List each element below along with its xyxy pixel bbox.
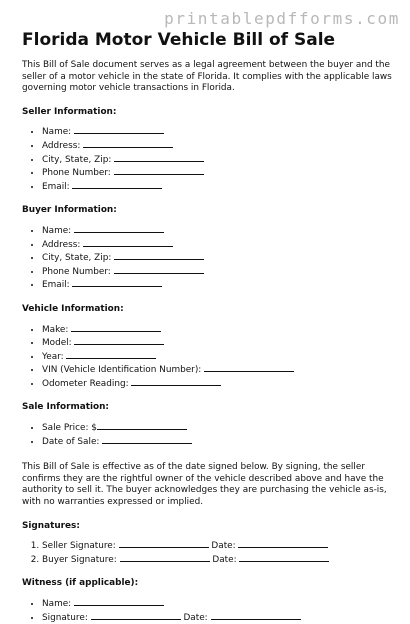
- vehicle-make-blank[interactable]: [71, 323, 161, 332]
- buyer-fields-list: [22, 224, 394, 292]
- buyer-signature-item: 2. Buyer Signature: Date:: [42, 553, 394, 567]
- buyer-signature-date-blank[interactable]: [239, 553, 329, 562]
- buyer-email-blank[interactable]: [72, 278, 162, 287]
- vehicle-vin-item: • VIN (Vehicle Identification Number):: [42, 363, 394, 377]
- intro-paragraph: This Bill of Sale document serves as a legal agreement between the buyer and the seller of a motor vehicle in the state of Florida. It complies with the applicable laws governing motor vehicle transactions in Florida.: [22, 60, 392, 94]
- vehicle-year-blank[interactable]: [66, 350, 156, 359]
- seller-section-heading: Seller Information:: [22, 106, 117, 117]
- witness-name-blank[interactable]: [74, 597, 164, 606]
- seller-email-blank[interactable]: [72, 180, 162, 189]
- seller-city-state-zip-blank[interactable]: [114, 153, 204, 162]
- buyer-address-item: • Address:: [42, 238, 394, 252]
- witness-date-blank[interactable]: [211, 611, 301, 620]
- buyer-name-item: • Name:: [42, 224, 394, 238]
- sale-section-heading: Sale Information:: [22, 402, 109, 413]
- buyer-phone-item: • Phone Number:: [42, 265, 394, 279]
- document-title: Florida Motor Vehicle Bill of Sale: [22, 30, 336, 50]
- seller-name-blank[interactable]: [74, 125, 164, 134]
- vehicle-model-blank[interactable]: [74, 336, 164, 345]
- vehicle-vin-blank[interactable]: [204, 363, 294, 372]
- seller-email-item: • Email:: [42, 180, 394, 194]
- seller-phone-blank[interactable]: [114, 166, 204, 175]
- seller-signature-date-blank[interactable]: [238, 539, 328, 548]
- seller-address-blank[interactable]: [83, 139, 173, 148]
- sale-date-blank[interactable]: [102, 435, 192, 444]
- seller-city-state-zip-item: • City, State, Zip:: [42, 153, 394, 167]
- buyer-city-state-zip-blank[interactable]: [114, 251, 204, 260]
- witness-name-item: • Name:: [42, 597, 394, 611]
- seller-address-item: • Address:: [42, 139, 394, 153]
- buyer-city-state-zip-item: • City, State, Zip:: [42, 251, 394, 265]
- signatures-list: [22, 539, 394, 566]
- vehicle-model-item: • Model:: [42, 336, 394, 350]
- buyer-phone-blank[interactable]: [114, 265, 204, 274]
- buyer-address-blank[interactable]: [83, 238, 173, 247]
- buyer-name-blank[interactable]: [74, 224, 164, 233]
- witness-fields-list: [22, 597, 394, 624]
- witness-section-heading: Witness (if applicable):: [22, 578, 139, 589]
- witness-signature-blank[interactable]: [91, 611, 181, 620]
- sale-price-blank[interactable]: [97, 421, 187, 430]
- vehicle-fields-list: [22, 323, 394, 391]
- vehicle-odometer-item: • Odometer Reading:: [42, 377, 394, 391]
- watermark: printablepdfforms.com: [164, 9, 400, 28]
- seller-name-item: • Name:: [42, 125, 394, 139]
- sale-date-item: • Date of Sale:: [42, 435, 394, 449]
- buyer-signature-blank[interactable]: [120, 553, 210, 562]
- vehicle-make-item: • Make:: [42, 323, 394, 337]
- vehicle-odometer-blank[interactable]: [131, 377, 221, 386]
- vehicle-section-heading: Vehicle Information:: [22, 303, 124, 314]
- seller-signature-blank[interactable]: [119, 539, 209, 548]
- vehicle-year-item: • Year:: [42, 350, 394, 364]
- sale-price-item: • Sale Price: $: [42, 421, 394, 435]
- seller-phone-item: • Phone Number:: [42, 166, 394, 180]
- witness-signature-item: • Signature: Date:: [42, 611, 394, 624]
- buyer-email-item: • Email:: [42, 278, 394, 292]
- seller-signature-item: 1. Seller Signature: Date:: [42, 539, 394, 553]
- signatures-section-heading: Signatures:: [22, 520, 80, 531]
- statement-paragraph: This Bill of Sale is effective as of the date signed below. By signing, the seller confirms they are the rightful owner of the vehicle described above and have the authority to sell it. The buyer acknowledges they are purchasing the vehicle as-is, with no warranties expressed or implied.: [22, 462, 387, 508]
- seller-fields-list: [22, 125, 394, 193]
- buyer-section-heading: Buyer Information:: [22, 205, 117, 216]
- document-body: [22, 60, 394, 624]
- sale-fields-list: [22, 421, 394, 448]
